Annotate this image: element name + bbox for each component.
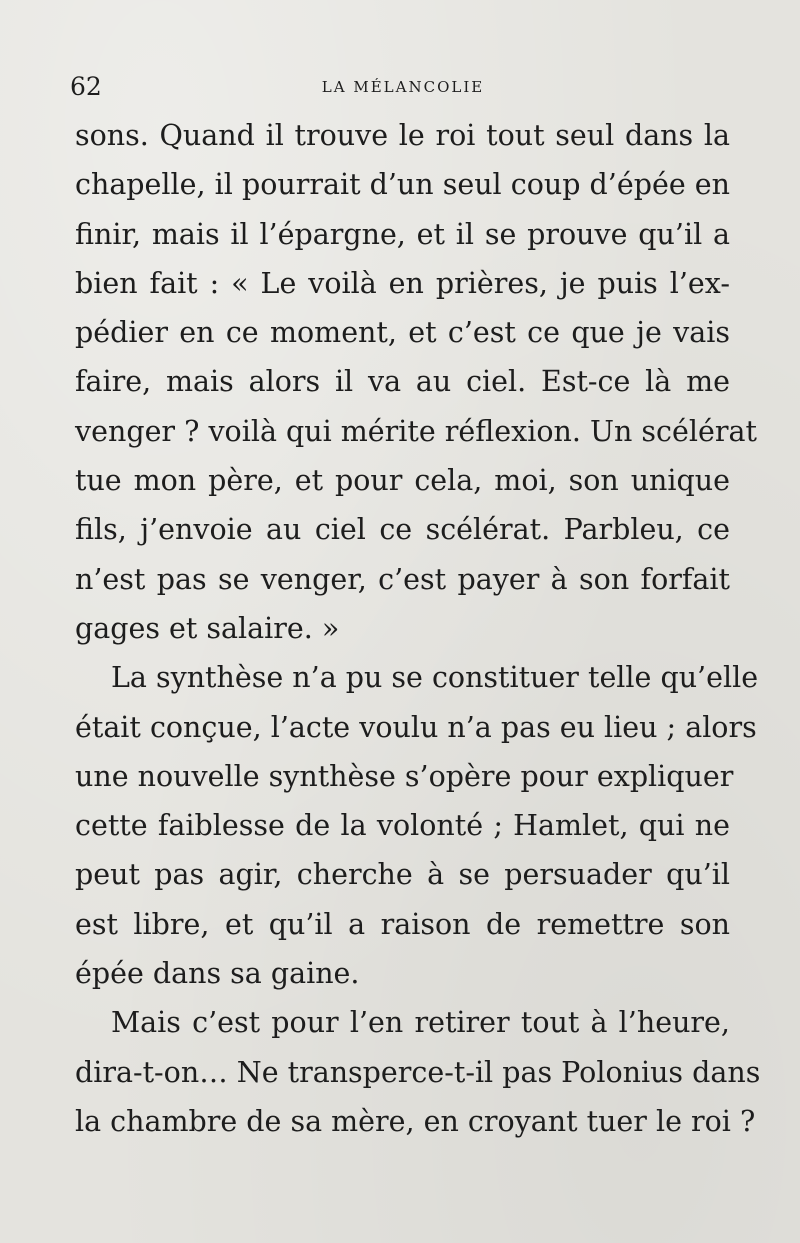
running-head: LA MÉLANCOLIE — [321, 78, 485, 96]
page-number: 62 — [70, 72, 102, 101]
text-line: était conçue, l’acte voulu n’a pas eu lieu ; alors — [75, 710, 757, 744]
text-line: finir, mais il l’épargne, et il se prouve qu’il a — [75, 217, 730, 251]
text-line: est libre, et qu’il a raison de remettre son — [75, 907, 730, 941]
text-line: tue mon père, et pour cela, moi, son unique — [75, 464, 730, 498]
text-line: fils, j’envoie au ciel ce scélérat. Parbleu, ce — [75, 513, 730, 547]
paragraph-start-line: La synthèse n’a pu se constituer telle qu’elle — [111, 661, 759, 695]
body-text — [75, 111, 761, 1146]
text-line: sons. Quand il trouve le roi tout seul dans la — [75, 119, 730, 152]
text-line: bien fait : « Le voilà en prières, je puis l’ex- — [75, 266, 730, 300]
text-line: une nouvelle synthèse s’opère pour expliquer — [75, 759, 734, 793]
text-line: venger ? voilà qui mérite réflexion. Un scélérat — [75, 414, 757, 448]
text-line: faire, mais alors il va au ciel. Est-ce là me — [75, 365, 730, 399]
text-line: la chambre de sa mère, en croyant tuer le roi ? — [75, 1104, 756, 1138]
paragraph-end-line: gages et salaire. » — [75, 611, 340, 645]
paragraph-end-line: épée dans sa gaine. — [75, 957, 360, 991]
text-line: chapelle, il pourrait d’un seul coup d’épée en — [75, 168, 730, 202]
paragraph-start-line: Mais c’est pour l’en retirer tout à l’heure, — [111, 1006, 730, 1040]
text-line: peut pas agir, cherche à se persuader qu’il — [75, 858, 730, 892]
text-line: n’est pas se venger, c’est payer à son forfait — [75, 562, 730, 596]
page-header — [70, 72, 730, 102]
text-line: dira-t-on… Ne transperce-t-il pas Polonius dans — [75, 1055, 761, 1089]
text-line: cette faiblesse de la volonté ; Hamlet, qui ne — [75, 809, 730, 843]
text-line: pédier en ce moment, et c’est ce que je vais — [75, 316, 730, 350]
